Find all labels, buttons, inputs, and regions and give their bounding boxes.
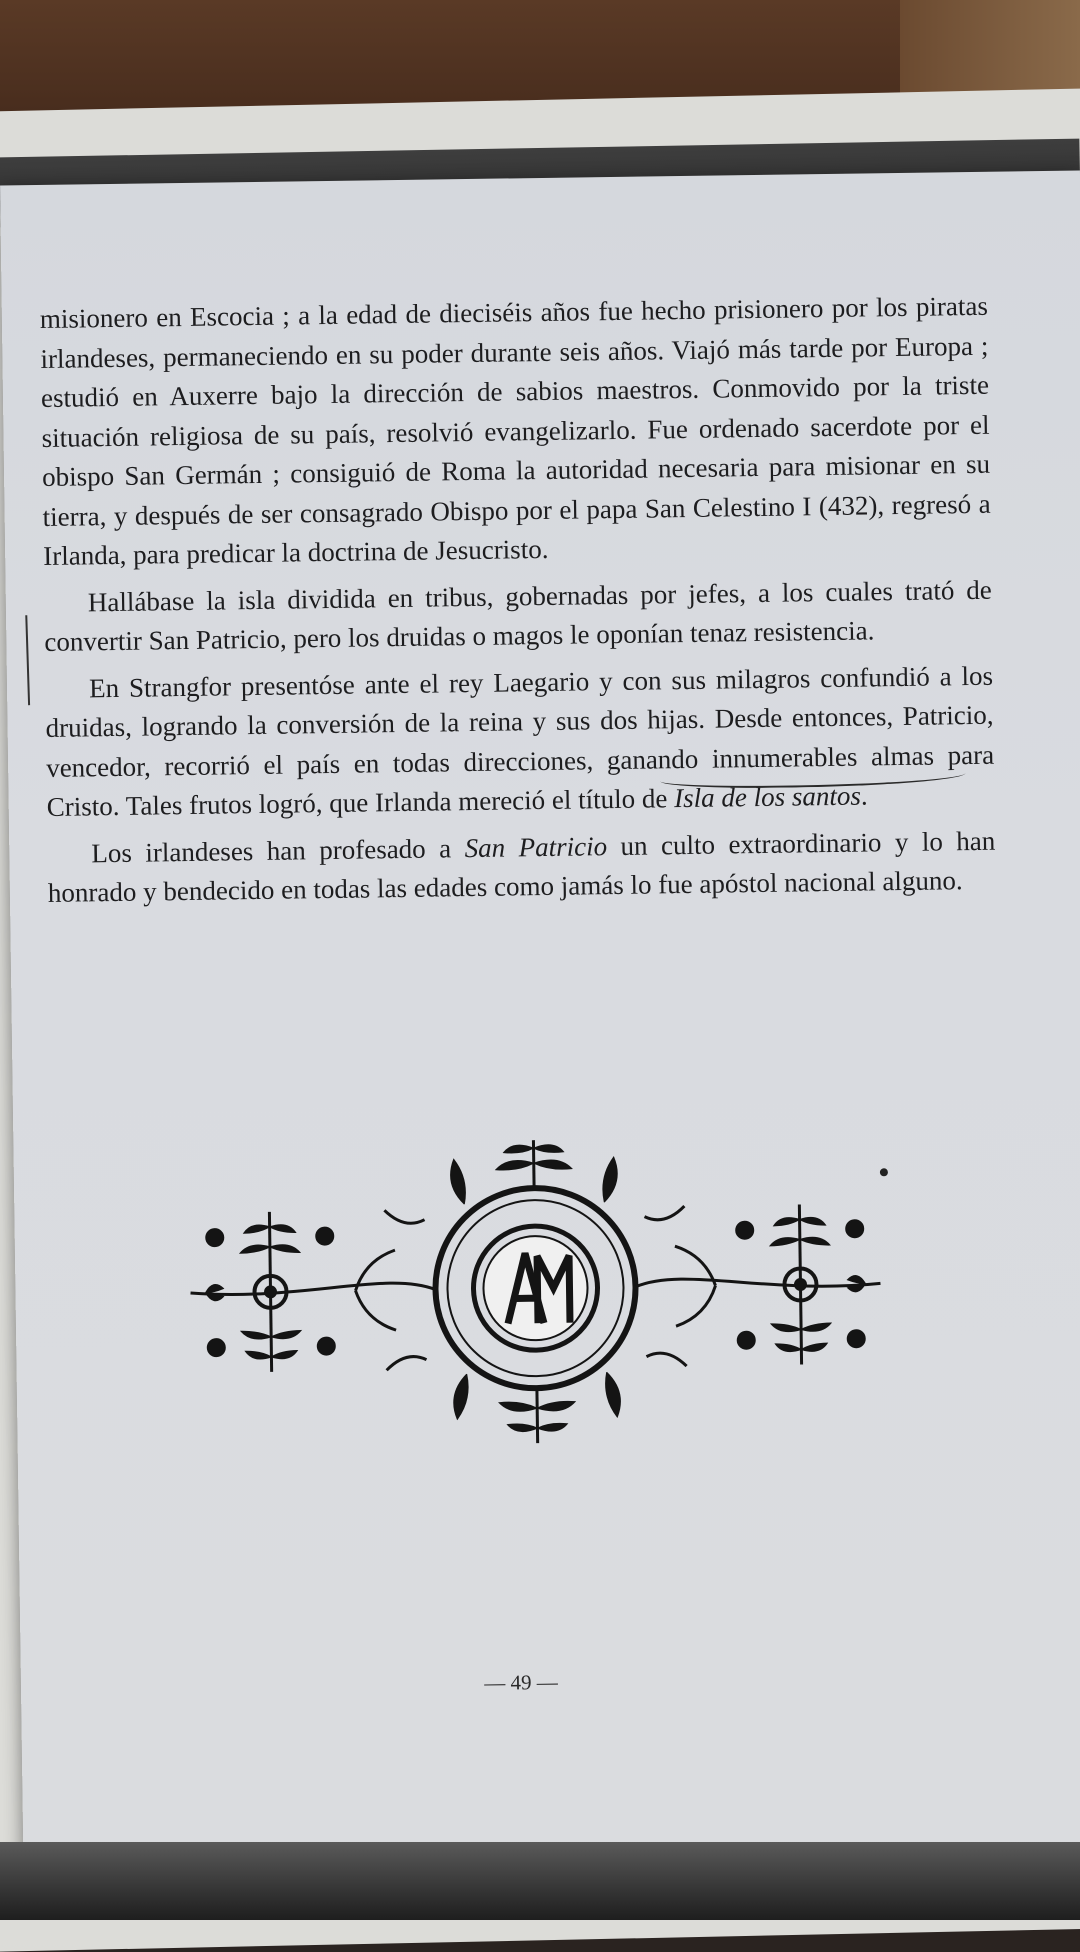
paragraph-1: misionero en Escocia ; a la edad de dieciséis años fue hecho prisionero por los piratas irlandeses, permaneciendo en su poder durante seis años. Viajó más tarde por Europa ; estudió en Auxerre bajo la dirección de sabios maestros. Conmovido por la triste situación religiosa de su país, resolvió evangelizarlo. Fue ordenado sacerdote por el obispo San Germán ; consiguió de Roma la autoridad necesaria para misionar en su tierra, y después de ser consagrado Obispo por el papa San Celestino I (432), regresó a Irlanda, para predicar la doctrina de Jesucristo. [39,290,991,571]
paragraph-4 [47,821,996,913]
paragraph-4-end: un culto extraordinario y lo han honrado y bendecido en todas las edades como jamás lo fue apóstol nacional alguno. [47,825,996,908]
paragraph-3-text: En Strangfor presentóse ante el rey Laegario y con sus milagros confundió a los druidas, logrando la conversión de la reina y sus dos hijas. Desde entonces, Patricio, vencedor, recorrió el país en todas direcciones, ganando innumerables almas para Cristo. Tales frutos logró, que Irlanda mereció el título de [45,660,995,822]
pencil-margin-mark [25,615,30,705]
body-text [40,287,997,921]
isla-de-los-santos-italic: Isla de los santos [673,780,862,814]
bottom-background [0,1842,1080,1920]
table-edge [900,0,1080,100]
printers-mark-ornament [183,1133,887,1453]
san-patricio-italic: San Patricio [464,830,608,863]
paragraph-3-end: . [860,780,868,811]
paragraph-3 [45,656,995,827]
document-page [0,170,1080,1857]
paragraph-2: Hallábase la isla dividida en tribus, gobernadas por jefes, a los cuales trató de convertir San Patricio, pero los druidas o magos le oponían tenaz resistencia. [44,574,992,657]
paragraph-4-start: Los irlandeses han profesado a [91,832,465,868]
page-number: — 49 — [484,1669,558,1695]
